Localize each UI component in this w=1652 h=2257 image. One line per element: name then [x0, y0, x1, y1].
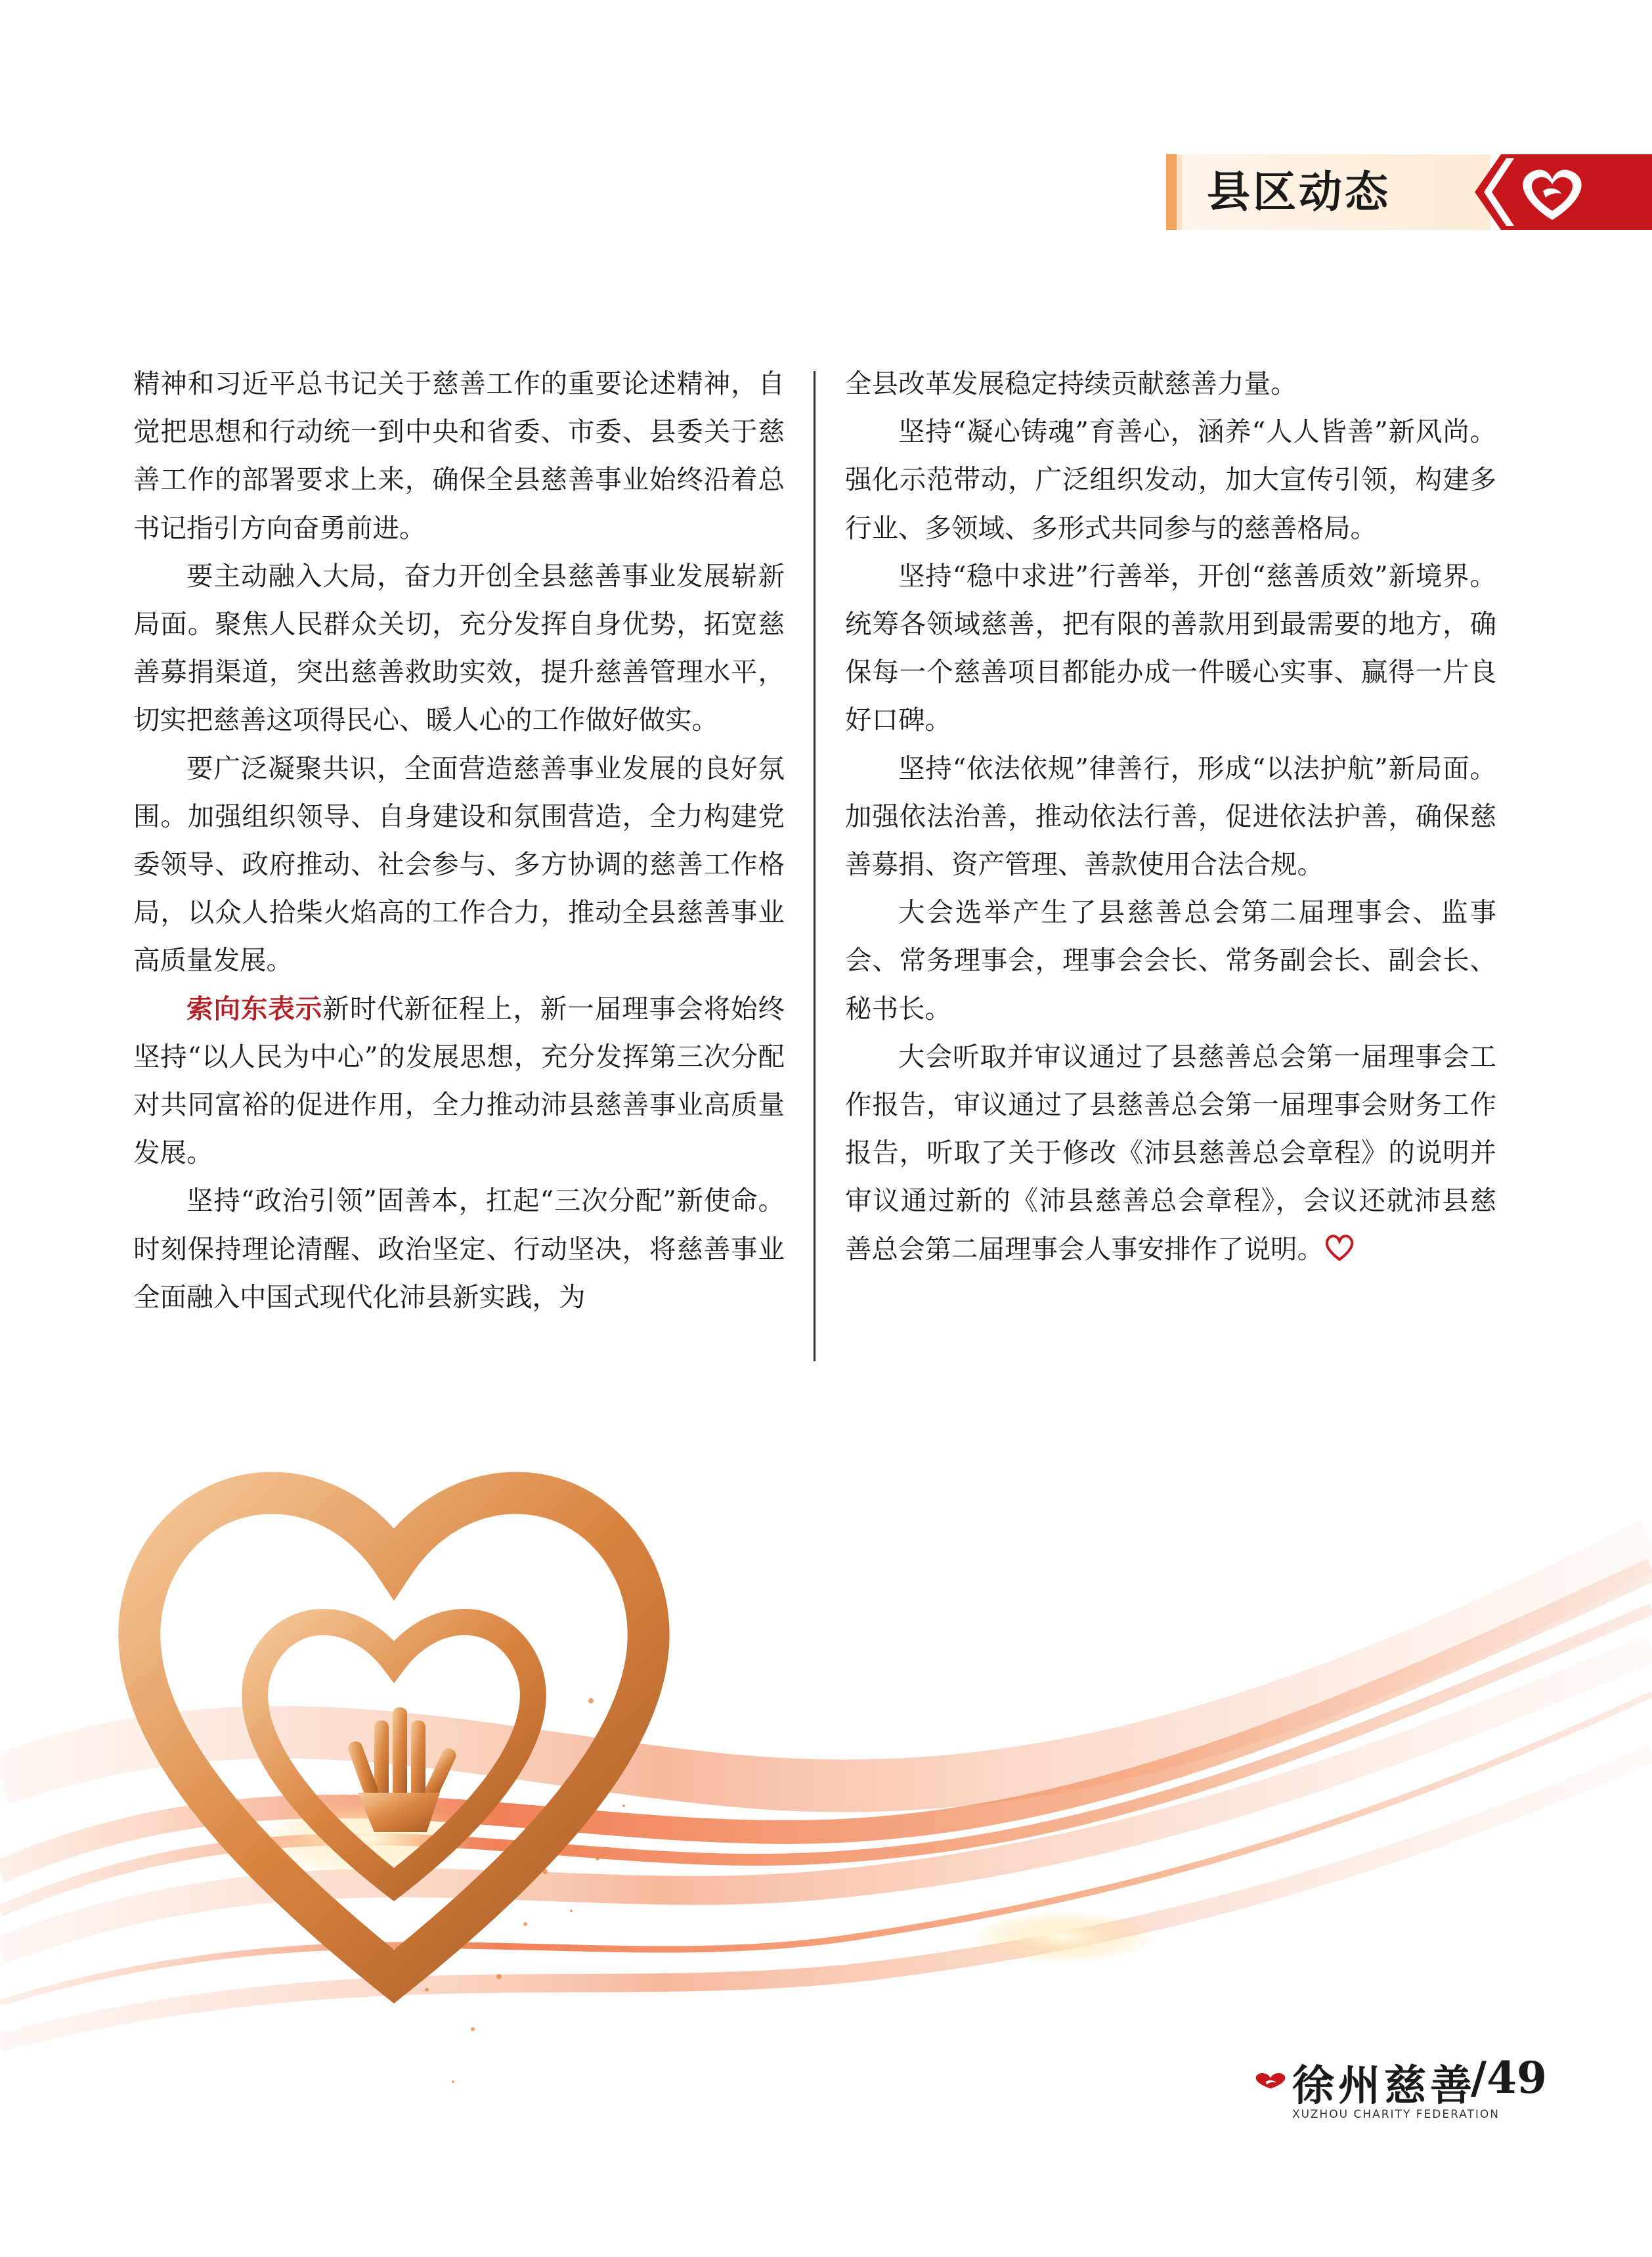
paragraph: 要广泛凝聚共识，全面营造慈善事业发展的良好氛围。加强组织领导、自身建设和氛围营造，全力构建党委领导、政府推动、社会参与、多方协调的慈善工作格局，以众人拾柴火焰高的工作合力，推动全县慈善事业高质量发展。: [133, 752, 785, 976]
magazine-logo-icon: [1241, 2054, 1300, 2107]
header-accent-bar: [1166, 154, 1177, 230]
paragraph-final: [845, 1033, 1496, 1273]
paragraph: 坚持“凝心铸魂”育善心，涵养“人人皆善”新风尚。强化示范带动，广泛组织发动，加大宣传引领，构建多行业、多领域、多形式共同参与的慈善格局。: [845, 416, 1496, 544]
paragraph-text: 大会听取并审议通过了县慈善总会第一届理事会工作报告，审议通过了县慈善总会第一届理事会财务工作报告，听取了关于修改《沛县慈善总会章程》的说明并审议通过新的《沛县慈善总会章程》，会议还就沛县慈善总会第二届理事会人事安排作了说明。: [845, 1040, 1496, 1265]
paragraph: 精神和习近平总书记关于慈善工作的重要论述精神，自觉把思想和行动统一到中央和省委、市委、县委关于慈善工作的部署要求上来，确保全县慈善事业始终沿着总书记指引方向奋勇前进。: [133, 368, 785, 544]
paragraph: 坚持“政治引领”固善本，扛起“三次分配”新使命。时刻保持理论清醒、政治坚定、行动坚决，将慈善事业全面融入中国式现代化沛县新实践，为: [133, 1185, 785, 1313]
column-divider: [814, 371, 815, 1361]
decorative-heart-illustration: [0, 1412, 1652, 2257]
charity-logo-icon: [1475, 154, 1652, 230]
page-number: /49: [1471, 2052, 1547, 2103]
paragraph: 坚持“稳中求进”行善举，开创“慈善质效”新境界。统筹各领域慈善，把有限的善款用到最需要的地方，确保每一个慈善项目都能办成一件暖心实事、赢得一片良好口碑。: [845, 559, 1496, 736]
paragraph: 全县改革发展稳定持续贡献慈善力量。: [845, 368, 1297, 399]
paragraph-text: 新时代新征程上，新一届理事会将始终坚持“以人民为中心”的发展思想，充分发挥第三次分配对共同富裕的促进作用，全力推动沛县慈善事业高质量发展。: [133, 992, 785, 1169]
paragraph: 大会选举产生了县慈善总会第二届理事会、监事会、常务理事会，理事会会长、常务副会长、副会长、秘书长。: [845, 896, 1496, 1024]
speaker-name: 索向东表示: [186, 992, 323, 1024]
paragraph-with-speaker: [133, 985, 785, 1177]
article-column-left: [133, 360, 785, 1321]
section-title: 县区动态: [1207, 167, 1391, 217]
magazine-subtitle: XUZHOU CHARITY FEDERATION: [1292, 2108, 1500, 2121]
paragraph: 坚持“依法依规”律善行，形成“以法护航”新局面。加强依法治善，推动依法行善，促进依法护善，确保慈善募捐、资产管理、善款使用合法合规。: [845, 752, 1496, 881]
header-accent-gap: [1177, 154, 1182, 230]
paragraph: 要主动融入大局，奋力开创全县慈善事业发展崭新局面。聚焦人民群众关切，充分发挥自身优势，拓宽慈善募捐渠道，突出慈善救助实效，提升慈善管理水平，切实把慈善这项得民心、暖人心的工作做好做实。: [133, 559, 785, 736]
article-column-right: [845, 360, 1496, 1273]
end-heart-icon: [1324, 1233, 1355, 1262]
section-header: [1166, 154, 1652, 230]
magazine-title: 徐州慈善: [1292, 2061, 1476, 2111]
